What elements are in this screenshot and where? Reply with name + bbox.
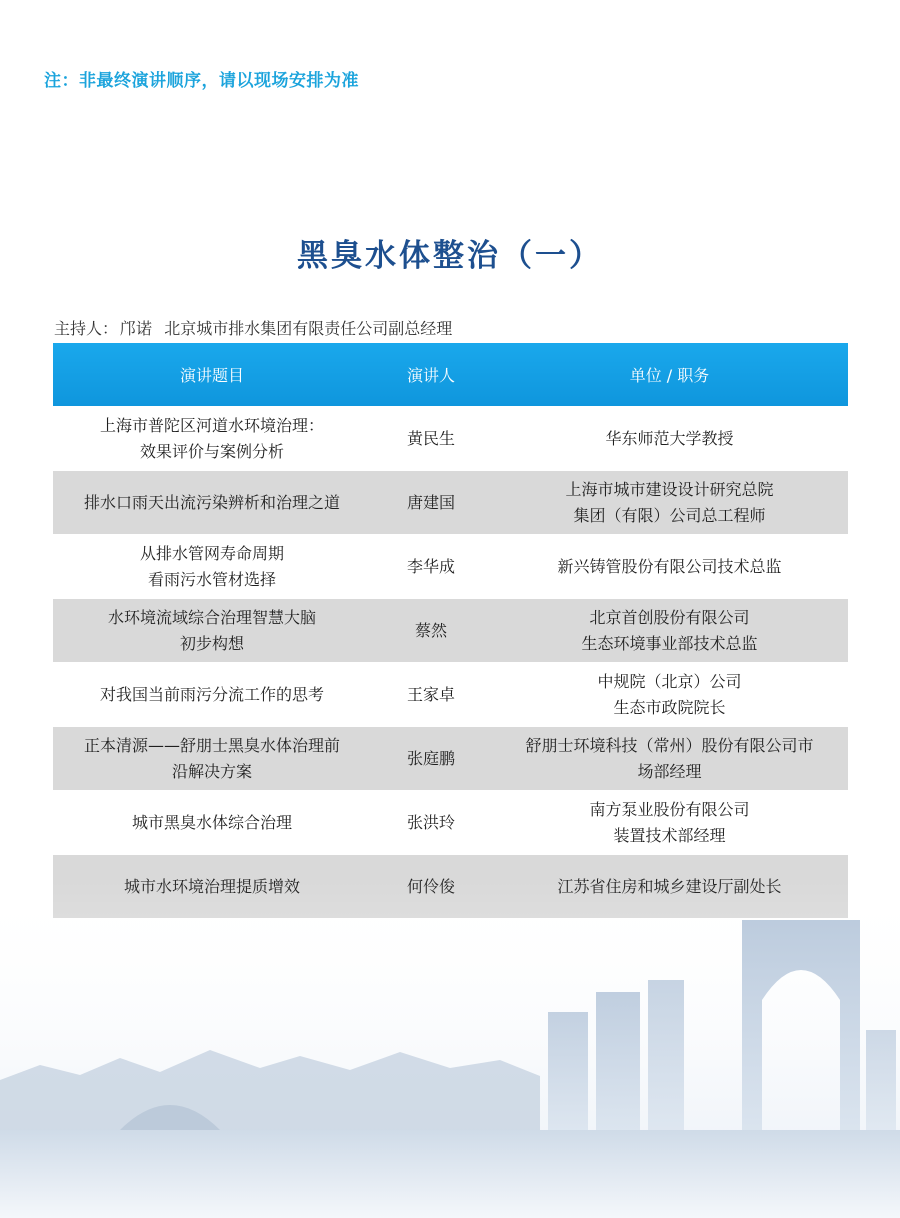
talk-topic-line: 沿解决方案	[171, 761, 252, 781]
talk-topic	[53, 599, 371, 663]
header-topic: 演讲题目	[53, 343, 371, 407]
header-speaker: 演讲人	[371, 343, 491, 407]
table-row	[53, 407, 848, 471]
speaker-name: 唐建国	[371, 471, 491, 535]
table-row	[53, 663, 848, 727]
host-name: 邝诺	[120, 319, 153, 338]
speaker-unit-line: 生态环境事业部技术总监	[581, 633, 758, 653]
speaker-unit-line: 装置技术部经理	[613, 825, 726, 845]
talk-topic-line: 排水口雨天出流污染辨析和治理之道	[83, 492, 340, 512]
talk-topic	[53, 791, 371, 855]
speaker-name: 黄民生	[371, 407, 491, 471]
speaker-name: 张庭鹏	[371, 727, 491, 791]
speaker-unit-line: 中规院（北京）公司	[597, 671, 742, 691]
speaker-name: 李华成	[371, 535, 491, 599]
speaker-unit-line: 上海市城市建设设计研究总院	[565, 479, 774, 499]
agenda-table	[53, 343, 848, 918]
table-row	[53, 471, 848, 535]
speaker-unit	[491, 791, 848, 855]
host-title: 北京城市排水集团有限责任公司副总经理	[164, 319, 453, 338]
section-title: 黑臭水体整治（一）	[297, 238, 603, 274]
speaker-unit-line: 生态市政院院长	[613, 697, 726, 717]
table-row	[53, 727, 848, 791]
talk-topic	[53, 535, 371, 599]
speaker-name: 张洪玲	[371, 791, 491, 855]
speaker-unit-line: 华东师范大学教授	[605, 428, 734, 448]
speaker-unit	[491, 471, 848, 535]
speaker-unit	[491, 727, 848, 791]
speaker-unit-line: 新兴铸管股份有限公司技术总监	[557, 556, 782, 576]
speaker-name: 王家卓	[371, 663, 491, 727]
speaker-unit-line: 集团（有限）公司总工程师	[573, 505, 766, 525]
talk-topic-line: 看雨污水管材选择	[147, 569, 276, 589]
table-row	[53, 599, 848, 663]
city-skyline-illustration	[0, 880, 900, 1218]
speaker-unit	[491, 407, 848, 471]
header-unit: 单位 / 职务	[491, 343, 848, 407]
speaker-unit-line: 场部经理	[637, 761, 702, 781]
talk-topic-line: 从排水管网寿命周期	[139, 543, 284, 563]
talk-topic	[53, 663, 371, 727]
speaker-unit	[491, 535, 848, 599]
table-row	[53, 791, 848, 855]
talk-topic	[53, 471, 371, 535]
speaker-unit-line: 北京首创股份有限公司	[589, 607, 750, 627]
talk-topic-line: 城市黑臭水体综合治理	[131, 812, 292, 832]
table-row	[53, 535, 848, 599]
speaker-unit	[491, 663, 848, 727]
talk-topic-line: 对我国当前雨污分流工作的思考	[99, 684, 324, 704]
talk-topic-line: 初步构想	[179, 633, 244, 653]
talk-topic	[53, 407, 371, 471]
table-header-row	[53, 343, 848, 407]
page-note: 注：非最终演讲顺序，请以现场安排为准	[44, 71, 359, 91]
talk-topic-line: 上海市普陀区河道水环境治理：	[99, 415, 324, 435]
speaker-unit-line: 南方泵业股份有限公司	[589, 799, 750, 819]
talk-topic	[53, 727, 371, 791]
speaker-name: 蔡然	[371, 599, 491, 663]
host-label: 主持人：	[54, 319, 119, 338]
host-line	[54, 316, 454, 339]
talk-topic-line: 水环境流域综合治理智慧大脑	[107, 607, 316, 627]
talk-topic-line: 效果评价与案例分析	[139, 441, 284, 461]
speaker-unit	[491, 599, 848, 663]
talk-topic-line: 正本清源——舒朋士黑臭水体治理前	[83, 735, 340, 755]
speaker-unit-line: 舒朋士环境科技（常州）股份有限公司市	[525, 735, 814, 755]
